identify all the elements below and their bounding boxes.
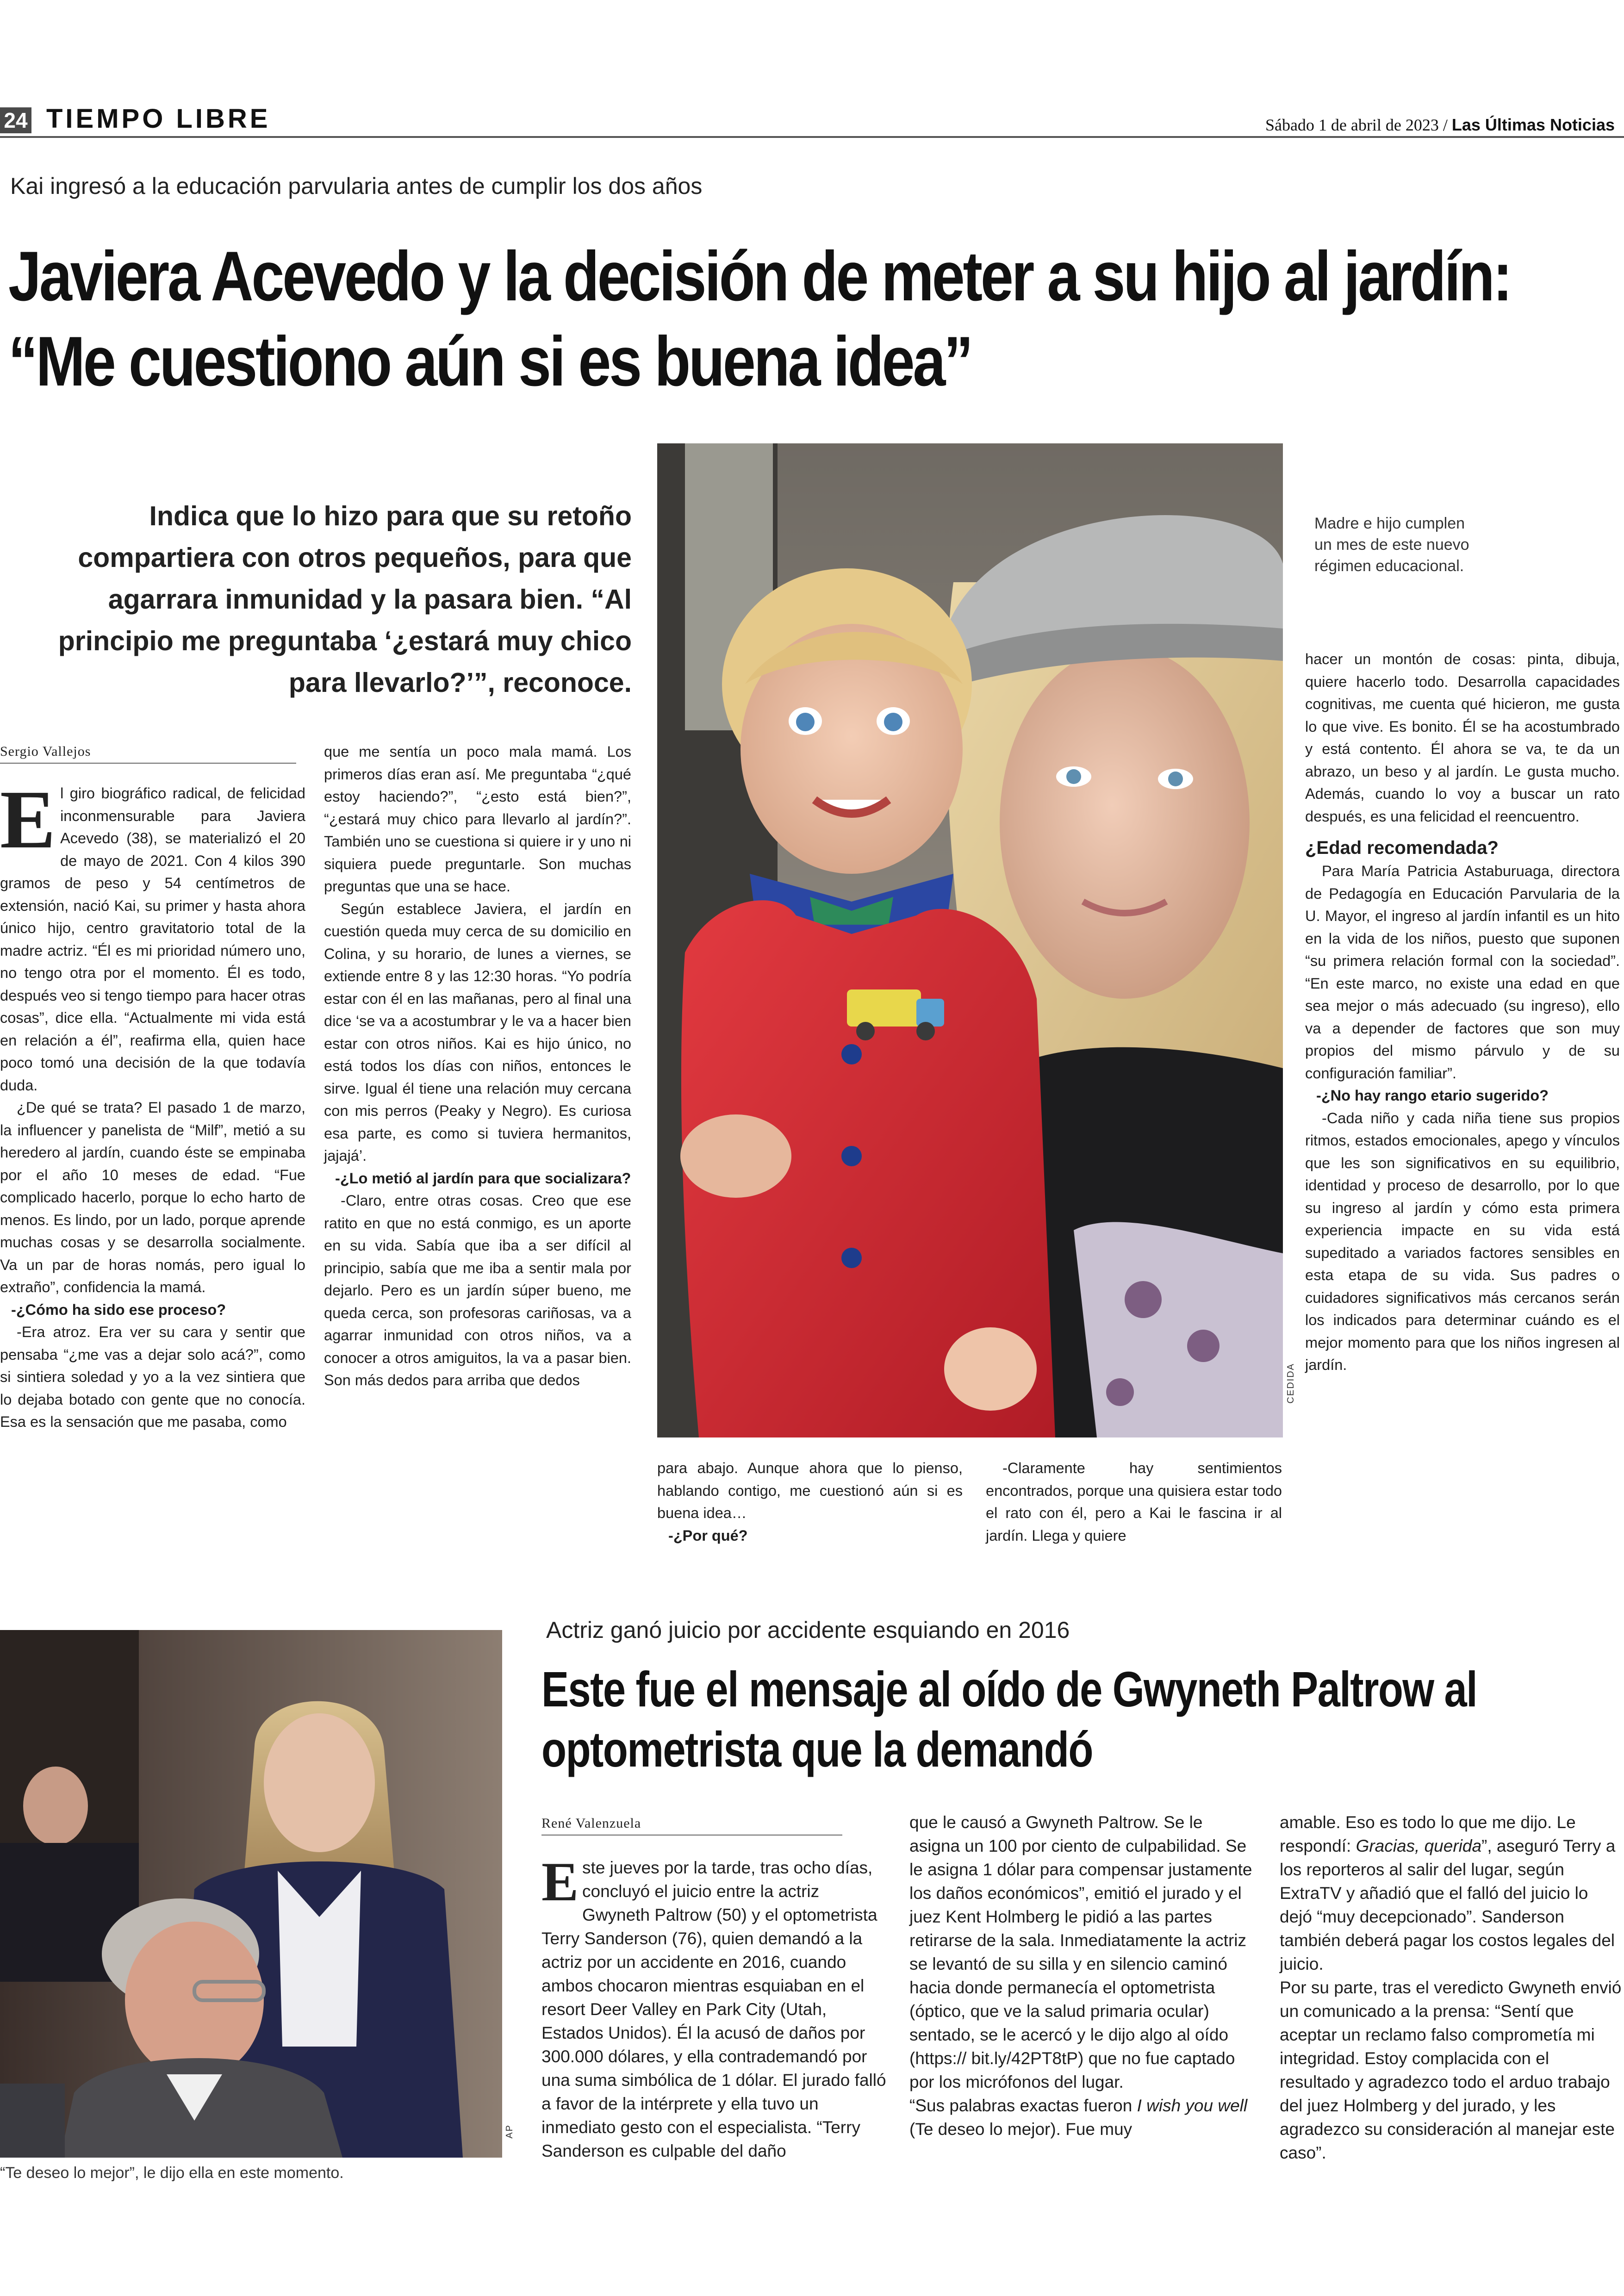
header-rule	[0, 136, 1624, 138]
story1-column-5	[1305, 648, 1620, 1376]
subheading: ¿Edad recomendada?	[1305, 838, 1499, 858]
question: -¿Lo metió al jardín para que socializara?	[335, 1170, 631, 1187]
story1-photo-caption: Madre e hijo cumplen un mes de este nuevo régimen educacional.	[1314, 515, 1469, 575]
story2-column-2	[909, 1811, 1257, 2141]
courtroom-photo	[0, 1630, 502, 2158]
story2-headline: Este fue el mensaje al oído de Gwyneth Paltrow al optometrista que la demandó	[541, 1661, 1477, 1777]
question: -¿No hay rango etario sugerido?	[1316, 1087, 1549, 1104]
paragraph: l giro biográfico radical, de felicidad inconmensurable para Javiera Acevedo (38), se materializó el 20 de mayo de 2021. Con 4 kilos 390 gramos de peso y 54 centímetros de extensión, nació Kai, su primer y hasta ahora único hijo, centro gravitatorio total de la madre actriz. “Él es mi prioridad número uno, no tengo otra por el momento. Él es todo, después veo si tengo tiempo para hacer otras cosas”, dice ella. “Actualmente mi vida está en relación a él”, reafirma ella, quien hace poco tomó una decisión de la que todavía duda.	[0, 785, 305, 1094]
paragraph: Por su parte, tras el veredicto Gwyneth envió un comunicado a la prensa: “Sentí que aceptar un reclamo falso comprometía mi integridad. Estoy complacida con el resultado y agradezco todo el arduo trabajo del juez Holmberg y del jurado, y les agradezco su consideración al manejar este caso”.	[1280, 1978, 1622, 2162]
story2-column-3	[1280, 1811, 1622, 2165]
story2-column-1	[541, 1851, 889, 2163]
section-title: TIEMPO LIBRE	[46, 104, 271, 134]
date: Sábado 1 de abril de 2023 /	[1265, 116, 1448, 134]
story1-column-3	[657, 1457, 963, 1547]
paragraph: -Era atroz. Era ver su cara y sentir que pensaba “¿me vas a dejar solo acá?”, como si sintiera soledad y yo a la vez sintiera que lo dejaba botado con gente que no conocía. Esa es la sensación que me pasaba, como	[0, 1324, 305, 1430]
newspaper-name: Las Últimas Noticias	[1451, 115, 1615, 134]
story2-photo-credit: AP	[504, 2124, 515, 2139]
paragraph: para abajo. Aunque ahora que lo pienso, hablando contigo, me cuestionó aún si es buena idea…	[657, 1460, 963, 1521]
story1-photo	[657, 443, 1283, 1437]
paragraph: -Claramente hay sentimientos encontrados, porque una quisiera estar todo el rato con él, pero a Kai le fascina ir al jardín. Llega y quiere	[986, 1460, 1282, 1544]
story1-drop-cap: E	[0, 773, 56, 865]
paragraph: ¿De qué se trata? El pasado 1 de marzo, la influencer y panelista de “Milf”, metió a su heredero al jardín, cuando éste se empinaba por el año 10 meses de edad. “Fue complicado hacerlo, porque lo echo harto de menos. Es lindo, por un lado, porque aprende muchas cosas y se desarrolla socialmente. Va un par de horas nomás, pero igual lo extraño”, confidencia la mamá.	[0, 1099, 305, 1295]
story2-photo	[0, 1630, 502, 2158]
paragraph: -Claro, entre otras cosas. Creo que ese ratito en que no está conmigo, es un aporte en su vida. Sabía que iba a ser difícil al principio, sabía que me iba a sentir mala por dejarlo. Pero es un jardín súper bueno, me queda cerca, son profesoras cariñosas, va a agarrar inmunidad con otros niños, va a conocer a otros amiguitos, la va a pasar bien. Son más dedos para arriba que dedos	[324, 1192, 631, 1388]
dateline	[1265, 114, 1615, 136]
story1-column-1	[0, 773, 305, 1433]
question: -¿Por qué?	[668, 1527, 748, 1544]
paragraph: que me sentía un poco mala mamá. Los primeros días eran así. Me preguntaba “¿qué estoy haciendo?”, “¿esto está bien?”, “¿estará muy chico para llevarlo al jardín?”. También uno se cuestiona si quiere ir y uno ni siquiera puede preguntarle. Son muchas preguntas que una se hace.	[324, 743, 631, 895]
story1-column-2	[324, 740, 631, 1392]
story1-deck: Indica que lo hizo para que su retoño compartiera con otros pequeños, para que agarrara inmunidad y la pasara bien. “Al principio me preguntaba ‘¿estará muy chico para llevarlo?’”, reconoce.	[58, 501, 632, 698]
paragraph: “Sus palabras exactas fueron I wish you well (Te deseo lo mejor). Fue muy	[909, 2096, 1248, 2139]
page-number: 24	[0, 107, 31, 133]
paragraph: -Cada niño y cada niña tiene sus propios ritmos, estados emocionales, apego y vínculos que les son significativos en su equilibrio, identidad y proceso de desarrollo, por lo que su ingreso al jardín y cómo esta primera experiencia impacte en su vida está supeditado a variados factores sensibles en esta etapa de su vida. Sus padres o cuidadores significativos más cercanos serán los indicados para determinar cuándo es el mejor momento para que los niños ingresen al jardín.	[1305, 1109, 1620, 1373]
story2-byline: René Valenzuela	[541, 1814, 842, 1836]
story1-headline: Javiera Acevedo y la decisión de meter a su hijo al jardín: “Me cuestiono aún si es buena idea”	[8, 237, 1511, 401]
mother-and-son-photo	[657, 443, 1283, 1437]
story2-photo-caption: “Te deseo lo mejor”, le dijo ella en este momento.	[0, 2164, 344, 2182]
story2-drop-cap: E	[541, 1851, 579, 1912]
paragraph: que le causó a Gwyneth Paltrow. Se le asigna un 100 por ciento de culpabilidad. Se le asigna 1 dólar para compensar justamente los daños económicos”, emitió el jurado y el juez Kent Holmberg le pidió a las partes retirarse de la sala. Inmediatamente la actriz se levantó de su silla y en silencio caminó hacia donde permanecía el optometrista (óptico, que ve la salud primaria ocular) sentado, se le acercó y le dijo algo al oído (https:// bit.ly/42PT8tP) que no fue captado por los micrófonos del lugar.	[909, 1813, 1252, 2091]
question: -¿Cómo ha sido ese proceso?	[11, 1301, 226, 1318]
paragraph: amable. Eso es todo lo que me dijo. Le respondí: Gracias, querida”, aseguró Terry a los reporteros al salir del lugar, según ExtraTV y añadió que el falló del juicio lo dejó “muy decepcionado”. Sanderson también deberá pagar los costos legales del juicio.	[1280, 1813, 1616, 1973]
story1-kicker: Kai ingresó a la educación parvularia antes de cumplir los dos años	[10, 173, 703, 199]
paragraph: hacer un montón de cosas: pinta, dibuja, quiere hacerlo todo. Desarrolla capacidades cognitivas, me cuenta qué hicieron, me gusta lo que vive. Es bonito. Él se ha acostumbrado y está contento. Él ahora se va, te da un abrazo, un beso y al jardín. Le gusta mucho. Además, cuando lo voy a buscar un rato después, es una felicidad el reencuentro.	[1305, 651, 1620, 825]
paragraph: Según establece Javiera, el jardín en cuestión queda muy cerca de su domicilio en Colina, y su horario, de lunes a viernes, se extiende entre 8 y las 12:30 horas. “Yo podría estar con él en las mañanas, pero al final una dice ‘se va a acostumbrar y le va a hacer bien estar con otros niños. Kai es hijo único, no está todos los días con niños, entonces le sirve. Igual él tiene una relación muy cercana con mis perros (Peaky y Negro). Es curiosa esa parte, es como si tuviera hermanitos, jajajá’.	[324, 900, 631, 1164]
story1-photo-credit: CEDIDA	[1286, 1363, 1296, 1404]
story1-byline: Sergio Vallejos	[0, 742, 296, 764]
paragraph: Para María Patricia Astaburuaga, directora de Pedagogía en Educación Parvularia de la U. Mayor, el ingreso al jardín infantil es un hito en la vida de los niños, puesto que suponen “su primera relación formal con la sociedad”. “En este marco, no existe una edad en que sea mejor o más adecuado (su ingreso), ello va a depender de factores que son muy propios del mismo párvulo y de su configuración familiar”.	[1305, 863, 1620, 1082]
story2-kicker: Actriz ganó juicio por accidente esquiando en 2016	[546, 1617, 1070, 1643]
paragraph: ste jueves por la tarde, tras ocho días, concluyó el juicio entre la actriz Gwyneth Paltrow (50) y el optometrista Terry Sanderson (76), quien demandó a la actriz por un accidente en 2016, cuando ambos chocaron mientras esquiaban en el resort Deer Valley en Park City (Utah, Estados Unidos). Él la acusó de daños por 300.000 dólares, y ella contrademandó por una suma simbólica de 1 dólar. El jurado falló a favor de la intérprete y ella tuvo un inmediato gesto con el especialista. “Terry Sanderson es culpable del daño	[541, 1858, 886, 2160]
story1-column-4	[986, 1457, 1282, 1547]
